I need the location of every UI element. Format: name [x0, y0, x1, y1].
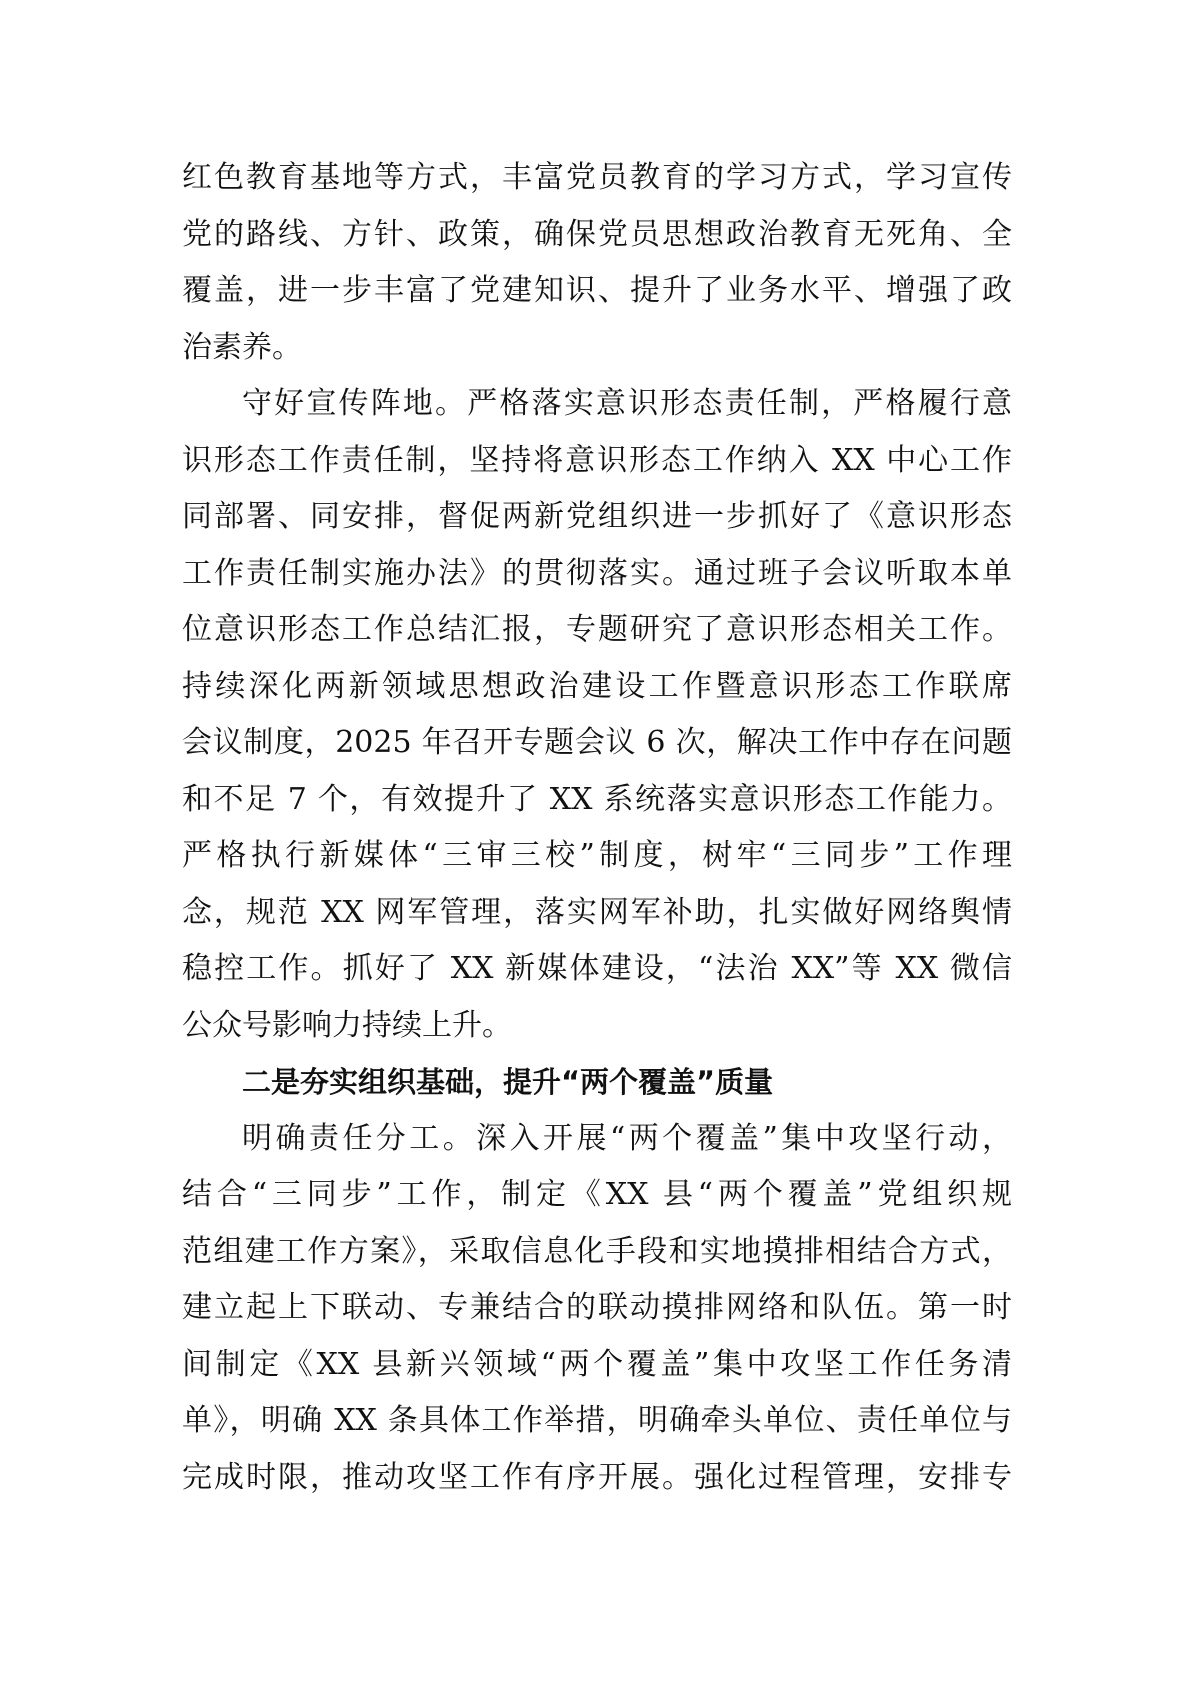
paragraph-start-line: 明确责任分工。深入开展“两个覆盖”集中攻坚行动， [242, 1120, 1012, 1156]
text-line: 单》，明确 XX 条具体工作举措，明确牵头单位、责任单位与 [182, 1403, 1012, 1438]
text-line: 工作责任制实施办法》的贯彻落实。通过班子会议听取本单 [182, 555, 1012, 591]
text-line: 结合“三同步”工作，制定《XX 县“两个覆盖”党组织规 [182, 1177, 1012, 1212]
text-line: 严格执行新媒体“三审三校”制度，树牢“三同步”工作理 [182, 838, 1012, 873]
text-line: 覆盖，进一步丰富了党建知识、提升了业务水平、增强了政 [182, 273, 1012, 308]
section-heading: 二是夯实组织基础，提升“两个覆盖”质量 [242, 1065, 774, 1099]
text-line: 范组建工作方案》，采取信息化手段和实地摸排相结合方式， [182, 1233, 1012, 1269]
text-line: 红色教育基地等方式，丰富党员教育的学习方式，学习宣传 [182, 160, 1012, 195]
text-line: 完成时限，推动攻坚工作有序开展。强化过程管理，安排专 [182, 1459, 1012, 1495]
document-body [182, 150, 1012, 1506]
text-line: 同部署、同安排，督促两新党组织进一步抓好了《意识形态 [182, 499, 1012, 534]
text-line: 党的路线、方针、政策，确保党员思想政治教育无死角、全 [182, 216, 1012, 252]
text-line: 建立起上下联动、专兼结合的联动摸排网络和队伍。第一时 [182, 1290, 1012, 1325]
text-line: 稳控工作。抓好了 XX 新媒体建设，“法治 XX”等 XX 微信 [182, 951, 1012, 986]
text-line: 位意识形态工作总结汇报，专题研究了意识形态相关工作。 [182, 612, 1012, 647]
text-line: 公众号影响力持续上升。 [182, 1007, 512, 1043]
text-line: 和不足 7 个，有效提升了 XX 系统落实意识形态工作能力。 [182, 781, 1012, 817]
text-line: 念，规范 XX 网军管理，落实网军补助，扎实做好网络舆情 [182, 894, 1012, 930]
text-line: 识形态工作责任制，坚持将意识形态工作纳入 XX 中心工作 [182, 442, 1012, 478]
paragraph-start-line: 守好宣传阵地。严格落实意识形态责任制，严格履行意 [242, 386, 1012, 421]
text-line: 治素养。 [182, 329, 302, 365]
text-line: 间制定《XX 县新兴领域“两个覆盖”集中攻坚工作任务清 [182, 1346, 1012, 1382]
text-line: 会议制度，2025 年召开专题会议 6 次，解决工作中存在问题 [182, 725, 1012, 760]
text-line: 持续深化两新领域思想政治建设工作暨意识形态工作联席 [182, 668, 1012, 704]
